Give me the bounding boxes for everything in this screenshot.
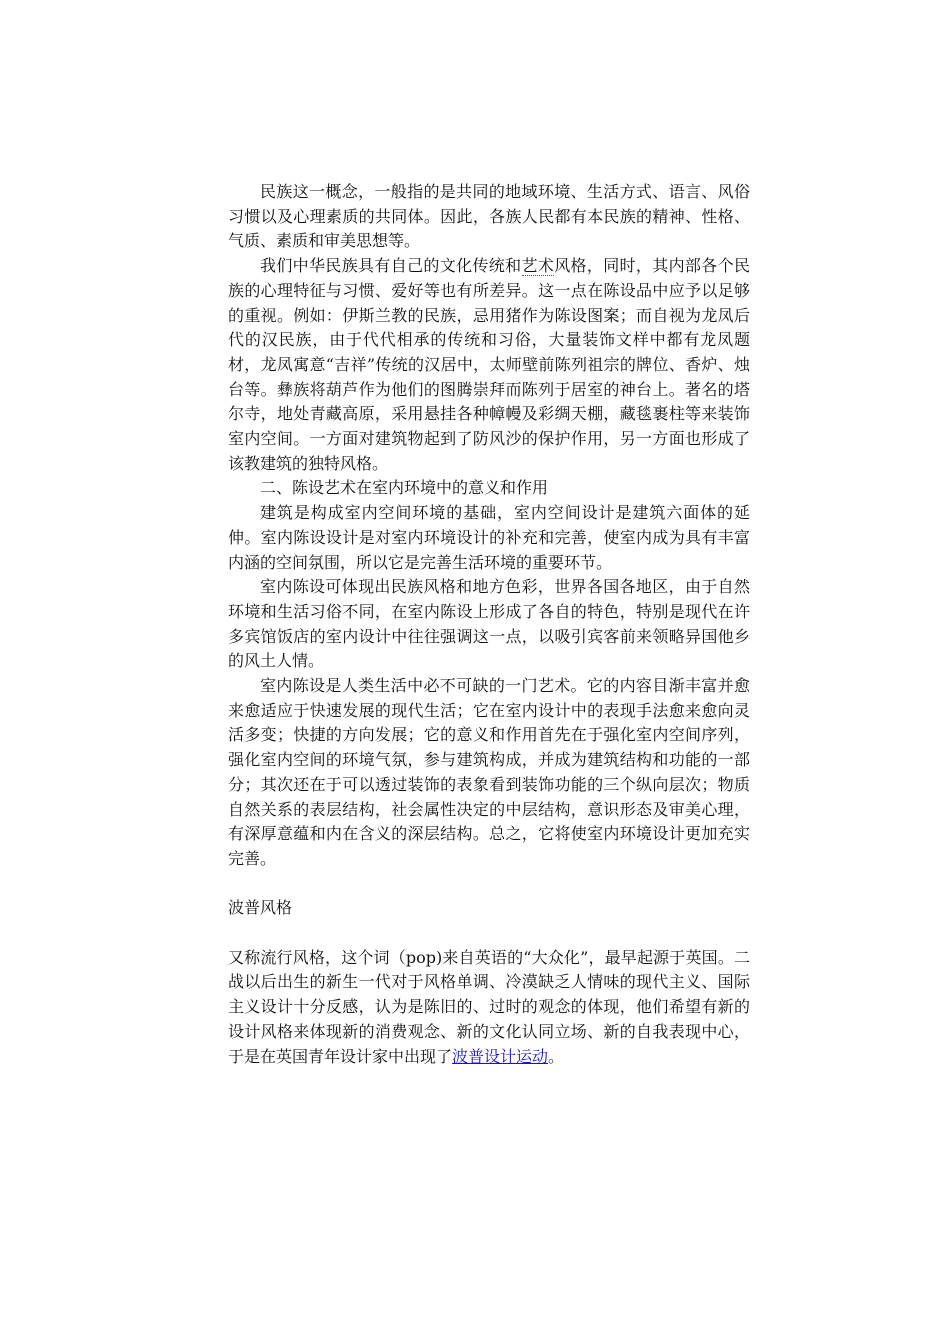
paragraph-ethnic-concept: 民族这一概念，一般指的是共同的地域环境、生活方式、语言、风俗习惯以及心理素质的共同体。因此，各族人民都有本民族的精神、性格、气质、素质和审美思想等。: [228, 182, 750, 251]
paragraph-text: 我们中华民族具有自己的文化传统和: [260, 256, 522, 276]
spacer: [228, 872, 750, 897]
art-link[interactable]: 艺术: [521, 256, 555, 276]
paragraph-architecture: 建筑是构成室内空间环境的基础，室内空间设计是建筑六面体的延伸。室内陈设设计是对室内环境设计的补充和完善，使室内成为具有丰富内涵的空间氛围，所以它是完善生活环境的重要环节。: [228, 503, 750, 572]
paragraph-text: 风格，同时，其内部各个民族的心理特征与习惯、爱好等也有所差异。这一点在陈设品中应予以足够的重视。例如：伊斯兰教的民族，忌用猪作为陈设图案；而自视为龙凤后代的汉民族，由于代代相承的传统和习俗，大量装饰文样中都有龙凤题材，龙凤寓意“吉祥”传统的汉居中，太师壁前陈列祖宗的牌位、香炉、烛台等。彝族将葫芦作为他们的图腾崇拜而陈列于居室的神台上。著名的塔尔寺，地处青藏高原，采用悬挂各种幛幔及彩绸天棚，藏毯裹柱等来装饰室内空间。一方面对建筑物起到了防风沙的保护作用，另一方面也形成了该教建筑的独特风格。: [228, 256, 750, 473]
paragraph-national-style: 室内陈设可体现出民族风格和地方色彩，世界各国各地区，由于自然环境和生活习俗不同，在室内陈设上形成了各自的特色，特别是现代在许多宾馆饭店的室内设计中往往强调这一点，以吸引宾客前来领略异国他乡的风土人情。: [228, 577, 750, 671]
pop-design-movement-link[interactable]: 波普设计运动: [452, 1046, 549, 1066]
paragraph-text: 。: [548, 1046, 565, 1066]
paragraph-display-art: 室内陈设是人类生活中必不可缺的一门艺术。它的内容目渐丰富并愈来愈适应于快速发展的现代生活；它在室内设计中的表现手法愈来愈向灵活多变；快捷的方向发展；它的意义和作用首先在于强化室内空间序列，强化室内空间的环境气氛，参与建筑构成，并成为建筑结构和功能的一部分；其次还在于可以透过装饰的表象看到装饰功能的三个纵向层次；物质自然关系的表层结构，社会属性决定的中层结构，意识形态及审美心理，有深厚意蕴和内在含义的深层结构。总之，它将使室内环境设计更加充实完善。: [228, 676, 750, 868]
pop-style-heading: 波普风格: [228, 898, 293, 918]
document-page: [228, 180, 750, 1069]
paragraph-chinese-nation: [228, 254, 750, 476]
section-heading: 二、陈设艺术在室内环境中的意义和作用: [260, 478, 549, 498]
paragraph-text: 又称流行风格，这个词（pop)来自英语的“大众化”，最早起源于英国。二战以后出生的新生一代对于风格单调、冷漠缺乏人情味的现代主义、国际主义设计十分反感，认为是陈旧的、过时的观念的体现，他们希望有新的设计风格来体现新的消费观念、新的文化认同立场、新的自我表现中心，于是在英国青年设计家中出现了: [228, 947, 750, 1066]
spacer: [228, 921, 750, 946]
paragraph-pop-style: [228, 946, 750, 1070]
